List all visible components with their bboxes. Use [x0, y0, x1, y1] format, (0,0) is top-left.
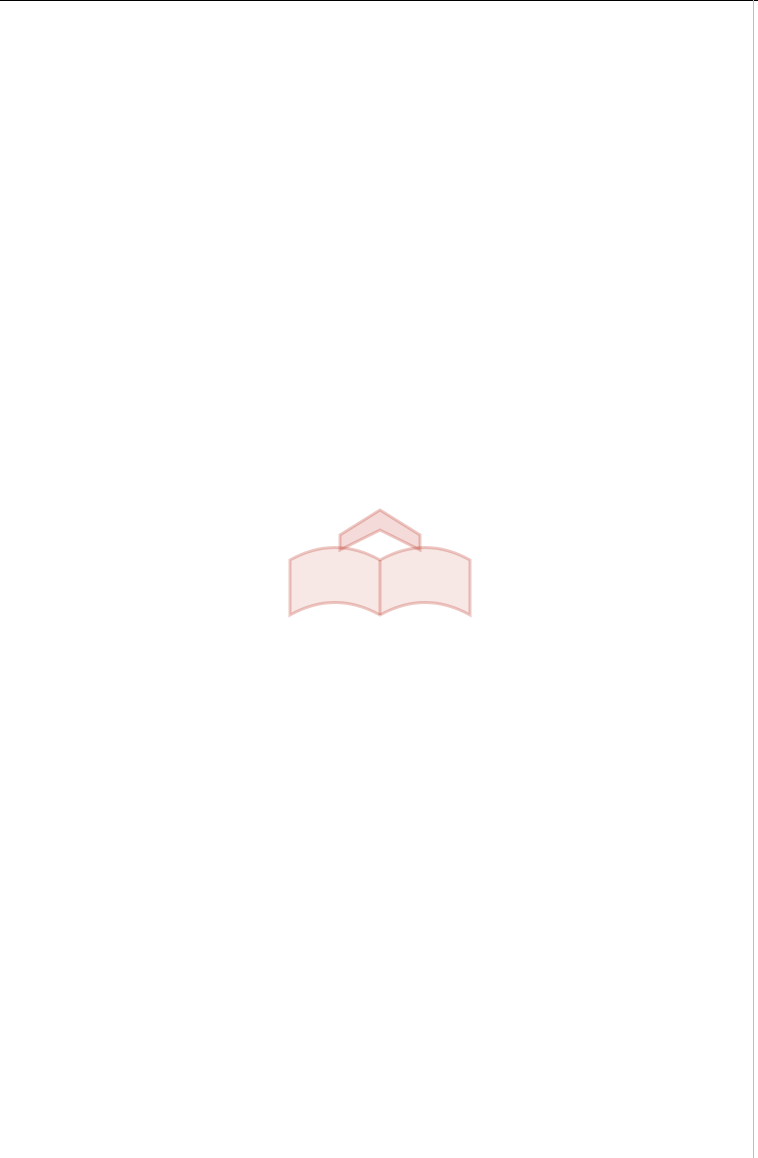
top-border [0, 0, 758, 1]
archive-book-logo [230, 490, 530, 660]
footnotes-two-column [96, 147, 656, 477]
footnotes [96, 147, 656, 483]
right-border [753, 0, 754, 1158]
